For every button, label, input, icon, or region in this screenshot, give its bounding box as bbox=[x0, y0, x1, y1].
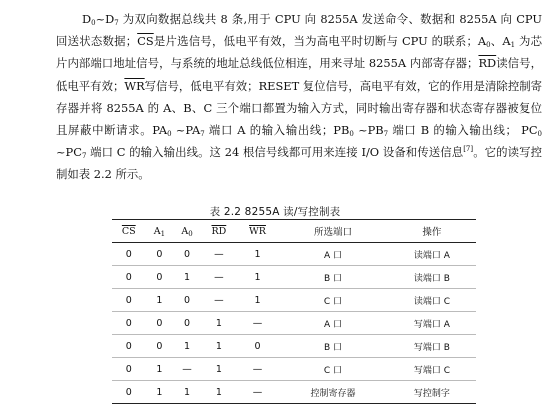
cell-a1: 1 bbox=[156, 363, 163, 375]
header-a0: $A_0$ bbox=[181, 225, 193, 238]
cell-a1: 1 bbox=[156, 386, 163, 398]
cell-wr: — bbox=[252, 363, 263, 375]
cell-cs: 0 bbox=[125, 317, 132, 329]
cell-operation: 读端口 A bbox=[413, 250, 450, 261]
table-caption: 表 2.2 8255A 读/写控制表 bbox=[209, 206, 341, 218]
cell-a0: 1 bbox=[184, 386, 191, 398]
header-a1: $A_1$ bbox=[153, 225, 166, 238]
table-row bbox=[112, 266, 476, 289]
cell-operation: 写端口 B bbox=[413, 342, 450, 353]
cell-rd: 1 bbox=[215, 363, 222, 375]
cell-wr: 0 bbox=[254, 340, 261, 352]
table-row bbox=[112, 335, 476, 358]
cell-operation: 写端口 A bbox=[413, 319, 450, 330]
header-port: 所选端口 bbox=[313, 227, 352, 238]
cell-cs: 0 bbox=[125, 271, 132, 283]
cell-a1: 0 bbox=[156, 248, 163, 260]
cell-a1: 0 bbox=[156, 271, 163, 283]
cell-wr: 1 bbox=[254, 294, 261, 306]
rd-signal: $\overline{RD}$ bbox=[478, 56, 497, 71]
cell-cs: 0 bbox=[125, 363, 132, 375]
table-header-row bbox=[112, 220, 476, 243]
cell-rd: 1 bbox=[215, 340, 222, 352]
cell-a0: 0 bbox=[184, 317, 191, 329]
cell-rd: 1 bbox=[215, 386, 222, 398]
cell-port: A 口 bbox=[323, 319, 342, 330]
table-row bbox=[112, 289, 476, 312]
cell-wr: — bbox=[252, 386, 263, 398]
cell-a0: 1 bbox=[184, 271, 191, 283]
rw-control-table bbox=[112, 219, 476, 404]
cell-rd: — bbox=[214, 294, 224, 306]
cs-signal: $\overline{CS}$ bbox=[137, 34, 154, 49]
wr-signal: $\overline{WR}$ bbox=[124, 78, 145, 93]
cell-port: C 口 bbox=[323, 296, 343, 307]
header-cs: $\overline{CS}$ bbox=[121, 225, 136, 237]
cell-port: A 口 bbox=[323, 250, 342, 261]
table-row bbox=[112, 312, 476, 335]
cell-cs: 0 bbox=[125, 248, 132, 260]
cell-port: C 口 bbox=[323, 365, 343, 376]
cell-wr: — bbox=[252, 317, 263, 329]
cell-a0: 0 bbox=[184, 248, 191, 260]
cell-wr: 1 bbox=[254, 248, 261, 260]
header-rd: $\overline{RD}$ bbox=[211, 225, 227, 237]
cell-a0: 0 bbox=[184, 294, 191, 306]
cell-a1: 0 bbox=[156, 317, 163, 329]
cell-rd: 1 bbox=[215, 317, 222, 329]
cell-rd: — bbox=[214, 271, 224, 283]
cell-cs: 0 bbox=[125, 294, 132, 306]
cell-a1: 0 bbox=[156, 340, 163, 352]
cell-operation: 写端口 C bbox=[413, 365, 450, 376]
table-row bbox=[112, 243, 476, 266]
cell-wr: 1 bbox=[254, 271, 261, 283]
header-wr: $\overline{WR}$ bbox=[249, 225, 266, 237]
table-row bbox=[112, 358, 476, 381]
cell-port: 控制寄存器 bbox=[310, 388, 356, 399]
cell-cs: 0 bbox=[125, 340, 132, 352]
header-operation: 操作 bbox=[422, 227, 442, 238]
body-paragraph: $D_0\sim D_7$ 为双向数据总线共 8 条,用于 CPU 向 8255A 发送命令、数据和 8255A 向 CPU 回送状态数据；$\overline{CS}$是片选信号，低电平有效，当为高电平时切断与 CPU 的联系；$A_0$、$A_1$ 为芯片内部端口地址信号，与系统的地址总线低位相连，用来寻址 8255A 内部寄存器；$\overline{RD}$读信号，低电平有效；$\overline{WR}$写信号，低电平有效；RESET 复位信号，高电平有效，它的作用是清除控制寄存器并将 8255A 的 A、B、C 三个端口都置为输入方式，同时输出寄存器和状态寄存器被复位且屏蔽中断请求。$PA_0$ $\sim PA_7$ 端口 A 的输入输出线；$PB_0$ $\sim PB_7$ 端口 B 的输入输出线； $PC_0$ $\sim PC_7$ 端口 C 的输入输出线。这 24 根信号线都可用来连接 I/O 设备和传送信息[7]。它的读写控制如表 2.2 所示。 bbox=[56, 12, 543, 182]
cell-operation: 写控制字 bbox=[413, 388, 450, 399]
cell-port: B 口 bbox=[323, 273, 342, 284]
citation-ref: [7] bbox=[463, 145, 474, 154]
cell-a0: 1 bbox=[184, 340, 191, 352]
cell-operation: 读端口 C bbox=[413, 296, 450, 307]
cell-a1: 1 bbox=[156, 294, 163, 306]
table-row bbox=[112, 381, 476, 404]
cell-operation: 读端口 B bbox=[413, 273, 450, 284]
cell-cs: 0 bbox=[125, 386, 132, 398]
cell-port: B 口 bbox=[323, 342, 342, 353]
cell-rd: — bbox=[214, 248, 224, 260]
cell-a0: — bbox=[182, 363, 192, 375]
